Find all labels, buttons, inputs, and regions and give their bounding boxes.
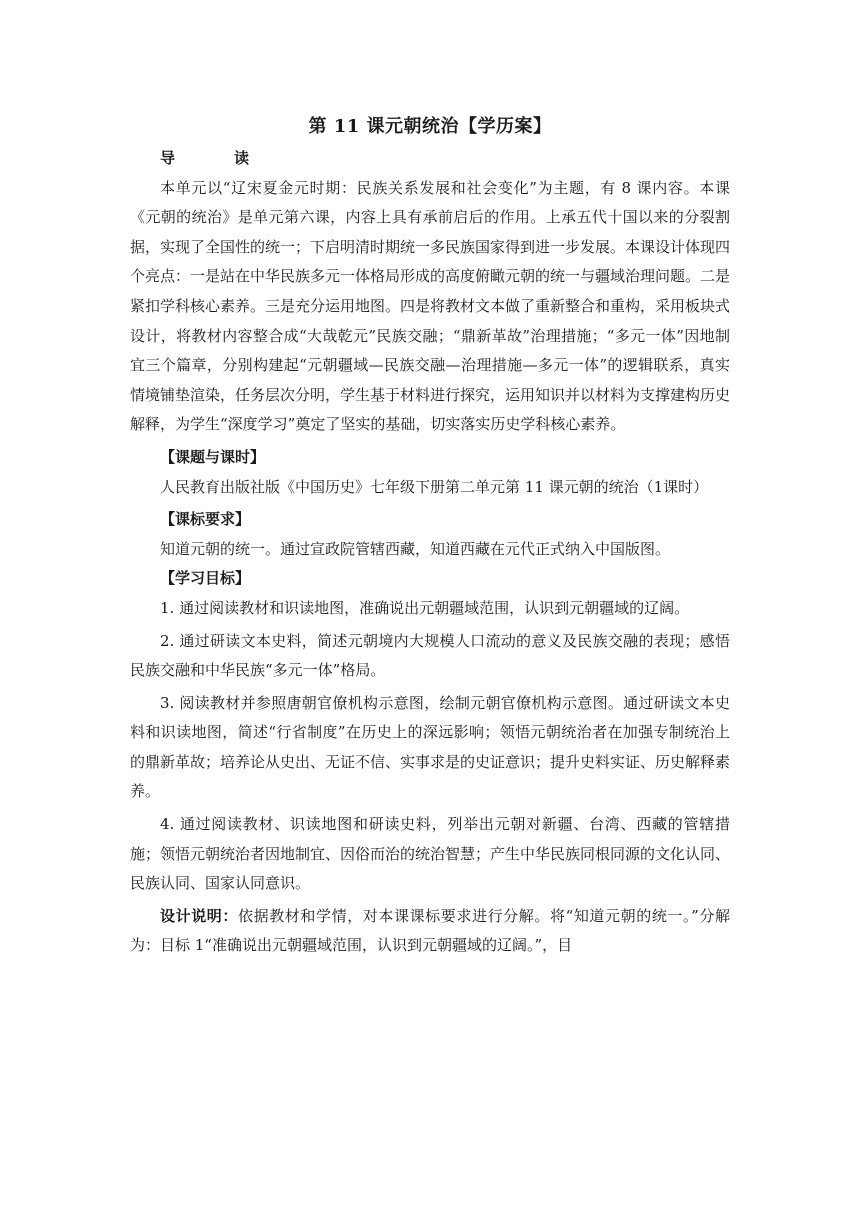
lesson-paragraph: 人民教育出版社版《中国历史》七年级下册第二单元第 11 课元朝的统治（1课时） xyxy=(160,477,709,496)
intro-paragraph: 本单元以“辽宋夏金元时期：民族关系发展和社会变化”为主题，有 8 课内容。本课《元朝的统治》是单元第六课，内容上具有承前启后的作用。上承五代十国以来的分裂割据，实现了全国性的统一；下启明清时期统一多民族国家得到进一步发展。本课设计体现四个亮点：一是站在中华民族多元一体格局形成的高度俯瞰元朝的统一与疆域治理问题。二是紧扣学科核心素养。三是充分运用地图。四是将教材文本做了重新整合和重构，采用板块式设计，将教材内容整合成“大哉乾元”民族交融；“鼎新革故”治理措施；“多元一体”因地制宜三个篇章，分别构建起“元朝疆域—民族交融—治理措施—多元一体”的逻辑联系，真实情境铺垫渲染，任务层次分明，学生基于材料进行探究，运用知识并以材料为支撑建构历史解释，为学生“深度学习”奠定了坚实的基础，切实落实历史学科核心素养。 xyxy=(130,178,731,434)
page-title: 第 11 课元朝统治【学历案】 xyxy=(308,116,552,137)
intro-heading: 导 读 xyxy=(160,149,272,167)
design-note-text: 依据教材和学情，对本课课标要求进行分解。将“知道元朝的统一。”分解为：目标 1“准确说出元朝疆域范围，认识到元朝疆域的辽阔。”，目 xyxy=(130,906,730,955)
goals-heading: 【学习目标】 xyxy=(160,569,251,588)
standard-heading: 【课标要求】 xyxy=(160,510,251,529)
goal-item-2: 2. 通过研读文本史料，简述元朝境内大规模人口流动的意义及民族交融的表现；感悟民族交融和中华民族“多元一体”格局。 xyxy=(130,631,730,680)
standard-paragraph: 知道元朝的统一。通过宣政院管辖西藏，知道西藏在元代正式纳入中国版图。 xyxy=(160,539,671,558)
document-content xyxy=(130,114,730,961)
goal-item-1: 1. 通过阅读教材和识读地图，准确说出元朝疆域范围，认识到元朝疆域的辽阔。 xyxy=(160,598,690,617)
lesson-heading: 【课题与课时】 xyxy=(160,447,266,466)
design-note-paragraph xyxy=(130,902,730,961)
design-note-label: 设计说明： xyxy=(160,906,238,925)
goal-item-3: 3. 阅读教材并参照唐朝官僚机构示意图，绘制元朝官僚机构示意图。通过研读文本史料和识读地图，简述“行省制度”在历史上的深远影响；领悟元朝统治者在加强专制统治上的鼎新革故；培养论从史出、无证不信、实事求是的史证意识；提升史料实证、历史解释素养。 xyxy=(130,693,731,801)
goal-item-4: 4. 通过阅读教材、识读地图和研读史料，列举出元朝对新疆、台湾、西藏的管辖措施；领悟元朝统治者因地制宜、因俗而治的统治智慧；产生中华民族同根同源的文化认同、民族认同、国家认同意识。 xyxy=(130,815,731,893)
